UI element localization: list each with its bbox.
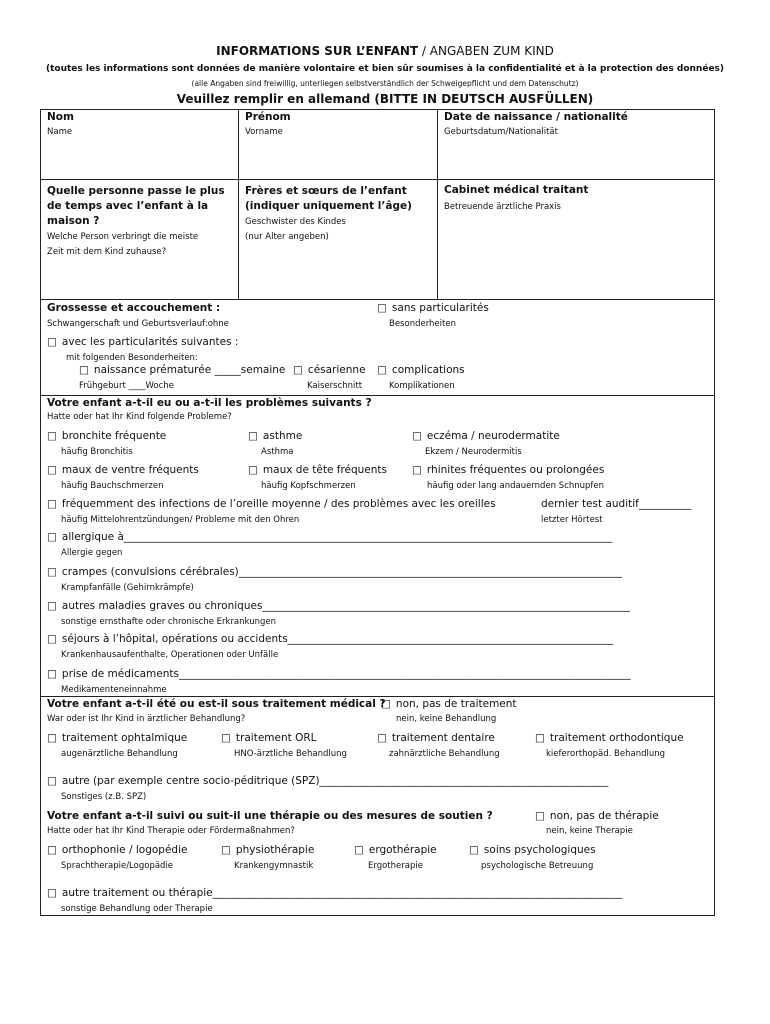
other-treatment-label-de: Sonstiges (z.B. SPZ) [61, 792, 147, 802]
other-therapy-label-de: sonstige Behandlung oder Therapie [61, 904, 213, 914]
hospital-label-de: Krankenhausaufenthalte, Operationen oder Unfälle [61, 650, 279, 660]
psych-label-de: psychologische Betreuung [481, 861, 594, 871]
cramps-field[interactable]: □ crampes (convulsions cérébrales)_________________________________________________________________________ [47, 566, 707, 578]
no-therapy-checkbox[interactable]: □ non, pas de thérapie [535, 810, 659, 822]
divider [41, 696, 714, 697]
ear-checkbox[interactable]: □ fréquemment des infections de l’oreille moyenne / des problèmes avec les oreilles [47, 498, 496, 510]
doctor-label-de: Betreuende ärztliche Praxis [444, 202, 561, 212]
no-therapy-label-de: nein, keine Therapie [546, 826, 633, 836]
hospital-field[interactable]: □ séjours à l’hôpital, opérations ou accidents______________________________________________________________ [47, 633, 707, 645]
hearing-test-field[interactable]: dernier test auditif__________ [541, 498, 692, 510]
hearing-test-label-de: letzter Hörtest [541, 515, 603, 525]
divider [238, 110, 239, 299]
divider [41, 179, 714, 180]
prenom-label-de: Vorname [245, 127, 283, 137]
rhinitis-label-de: häufig oder lang andauernden Schnupfen [427, 481, 605, 491]
person-question: Quelle personne passe le plus de temps avec l’enfant à la maison ? [47, 185, 225, 227]
ergo-label-de: Ergotherapie [368, 861, 423, 871]
other-therapy-field[interactable]: □ autre traitement ou thérapie______________________________________________________________________________ [47, 887, 707, 899]
treatment-title: Votre enfant a-t-il été ou est-il sous traitement médical ? [47, 698, 386, 710]
confidentiality-note-fr: (toutes les informations sont données de manière volontaire et bien sûr soumises à la confidentialité et à la protection des données) [45, 64, 725, 74]
siblings-question: Frères et sœurs de l’enfant (indiquer uniquement l’âge) [245, 185, 412, 212]
ergo-checkbox[interactable]: □ ergothérapie [354, 844, 437, 856]
doctor-label: Cabinet médical traitant [444, 184, 589, 196]
physio-checkbox[interactable]: □ physiothérapie [221, 844, 314, 856]
speech-therapy-label-de: Sprachtherapie/Logopädie [61, 861, 174, 871]
divider [437, 110, 438, 299]
pregnancy-title-de: Schwangerschaft und Geburtsverlauf:ohne [47, 319, 229, 329]
ent-treatment-checkbox[interactable]: □ traitement ORL [221, 732, 317, 744]
bronchitis-label-de: häufig Bronchitis [61, 447, 133, 457]
divider [41, 299, 714, 300]
dob-label: Date de naissance / nationalité [444, 111, 628, 123]
fill-language-notice: Veuillez remplir en allemand (BITTE IN DEUTSCH AUSFÜLLEN) [176, 92, 594, 106]
bronchitis-checkbox[interactable]: □ bronchite fréquente [47, 430, 166, 442]
confidentiality-note-de: (alle Angaben sind freiwillig, unterliegen selbstverständlich der Schweigepflicht und dem Datenschutz) [191, 79, 579, 88]
premature-checkbox[interactable]: □ naissance prématurée _____semaine [79, 364, 285, 376]
cramps-label-de: Krampfanfälle (Gehirnkrämpfe) [61, 583, 194, 593]
complications-label-de: Komplikationen [389, 381, 455, 391]
other-treatment-field[interactable]: □ autre (par exemple centre socio-péditrique (SPZ)_______________________________________________________ [47, 775, 707, 787]
eczema-checkbox[interactable]: □ eczéma / neurodermatite [412, 430, 560, 442]
pregnancy-with-label-de: mit folgenden Besonderheiten: [66, 353, 198, 363]
chronic-illness-label-de: sonstige ernsthafte oder chronische Erkrankungen [61, 617, 276, 627]
divider [41, 395, 714, 396]
eczema-label-de: Ekzem / Neurodermitis [425, 447, 522, 457]
ortho-treatment-label-de: kieferorthopäd. Behandlung [546, 749, 666, 759]
nom-label-de: Name [47, 127, 73, 137]
pregnancy-with-checkbox[interactable]: □ avec les particularités suivantes : [47, 336, 238, 348]
dental-treatment-checkbox[interactable]: □ traitement dentaire [377, 732, 495, 744]
eye-treatment-label-de: augenärztliche Behandlung [61, 749, 178, 759]
siblings-question-de: Geschwister des Kindes (nur Alter angeben) [245, 217, 346, 242]
problems-title: Votre enfant a-t-il eu ou a-t-il les problèmes suivants ? [47, 397, 372, 409]
form-table [40, 109, 715, 916]
form-title: INFORMATIONS SUR L’ENFANT / ANGABEN ZUM KIND [216, 44, 554, 58]
prenom-label: Prénom [245, 111, 291, 123]
headache-checkbox[interactable]: □ maux de tête fréquents [248, 464, 387, 476]
medication-field[interactable]: □ prise de médicaments______________________________________________________________________________________ [47, 668, 707, 680]
pregnancy-none-label-de: Besonderheiten [389, 319, 456, 329]
complications-checkbox[interactable]: □ complications [377, 364, 465, 376]
asthma-checkbox[interactable]: □ asthme [248, 430, 302, 442]
treatment-title-de: War oder ist Ihr Kind in ärztlicher Behandlung? [47, 714, 246, 724]
rhinitis-checkbox[interactable]: □ rhinites fréquentes ou prolongées [412, 464, 604, 476]
therapy-title-de: Hatte oder hat Ihr Kind Therapie oder Fördermaßnahmen? [47, 826, 295, 836]
eye-treatment-checkbox[interactable]: □ traitement ophtalmique [47, 732, 187, 744]
dental-treatment-label-de: zahnärztliche Behandlung [389, 749, 500, 759]
stomach-label-de: häufig Bauchschmerzen [61, 481, 164, 491]
pregnancy-none-checkbox[interactable]: □ sans particularités [377, 302, 489, 314]
chronic-illness-field[interactable]: □ autres maladies graves ou chroniques______________________________________________________________________ [47, 600, 707, 612]
cesarean-label-de: Kaiserschnitt [307, 381, 363, 391]
pregnancy-title: Grossesse et accouchement : [47, 302, 221, 314]
dob-label-de: Geburtsdatum/Nationalität [444, 127, 558, 137]
headache-label-de: häufig Kopfschmerzen [261, 481, 356, 491]
cesarean-checkbox[interactable]: □ césarienne [293, 364, 366, 376]
medication-label-de: Medikamenteneinnahme [61, 685, 167, 695]
ent-treatment-label-de: HNO-ärztliche Behandlung [234, 749, 347, 759]
no-treatment-checkbox[interactable]: □ non, pas de traitement [381, 698, 517, 710]
allergy-field[interactable]: □ allergique à_____________________________________________________________________________________________ [47, 531, 707, 543]
person-question-de: Welche Person verbringt die meiste Zeit mit dem Kind zuhause? [47, 232, 199, 257]
premature-label-de: Frühgeburt ____Woche [79, 381, 174, 391]
allergy-label-de: Allergie gegen [61, 548, 123, 558]
ortho-treatment-checkbox[interactable]: □ traitement orthodontique [535, 732, 684, 744]
therapy-title: Votre enfant a-t-il suivi ou suit-il une thérapie ou des mesures de soutien ? [47, 810, 493, 822]
asthma-label-de: Asthma [261, 447, 294, 457]
nom-label: Nom [47, 111, 74, 123]
stomach-checkbox[interactable]: □ maux de ventre fréquents [47, 464, 199, 476]
ear-label-de: häufig Mittelohrentzündungen/ Probleme mit den Ohren [61, 515, 300, 525]
speech-therapy-checkbox[interactable]: □ orthophonie / logopédie [47, 844, 187, 856]
problems-title-de: Hatte oder hat Ihr Kind folgende Probleme? [47, 412, 232, 422]
psych-checkbox[interactable]: □ soins psychologiques [469, 844, 596, 856]
physio-label-de: Krankengymnastik [234, 861, 314, 871]
no-treatment-label-de: nein, keine Behandlung [396, 714, 497, 724]
